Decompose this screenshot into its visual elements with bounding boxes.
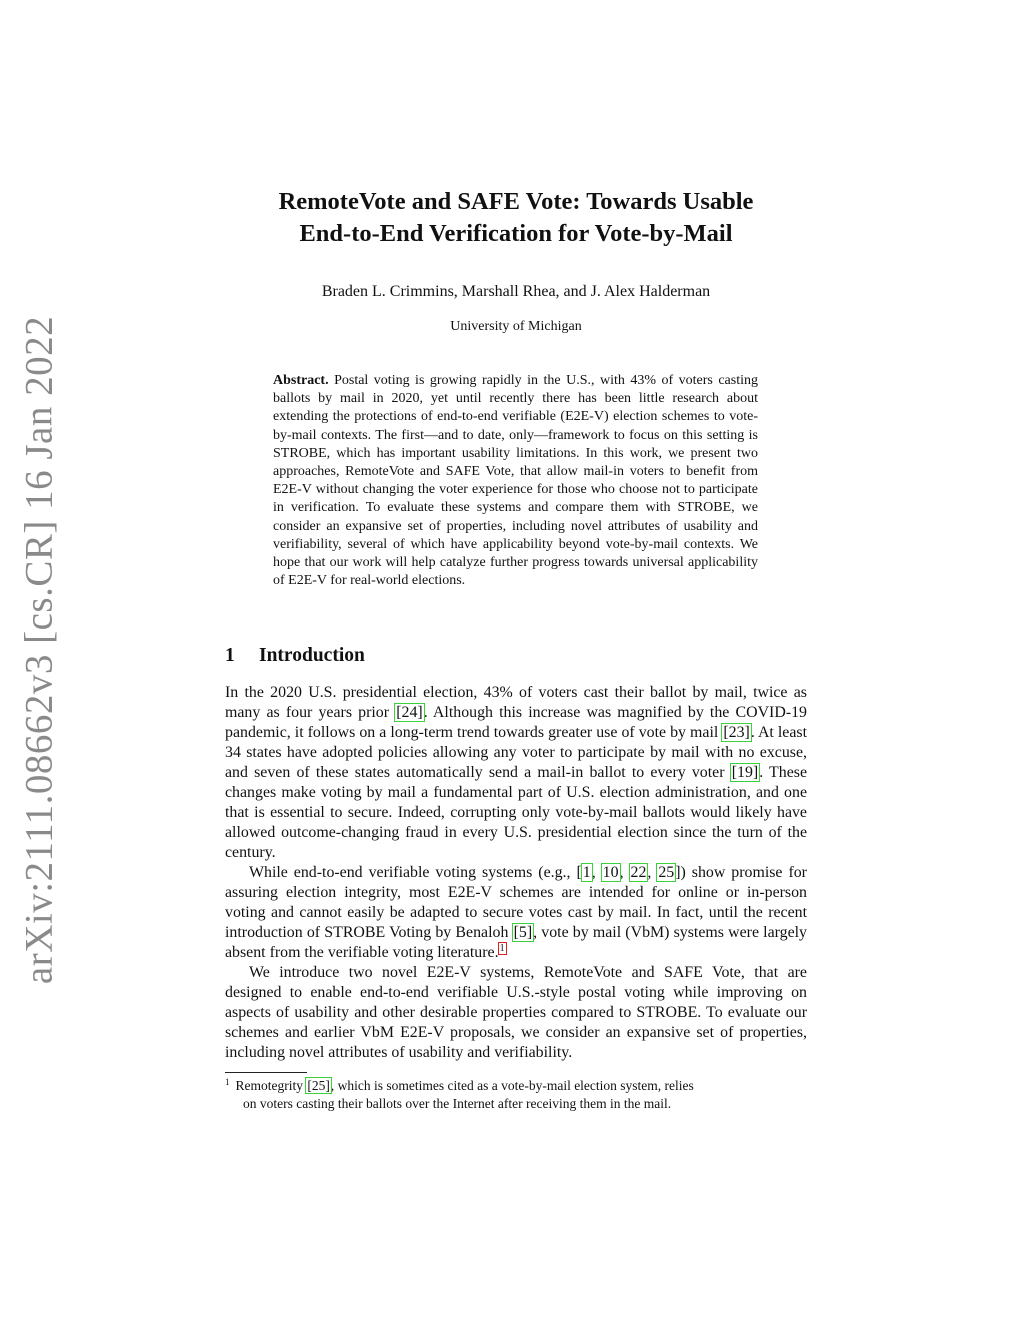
citation-link[interactable]: [19] <box>731 764 759 781</box>
paragraph-3: We introduce two novel E2E-V systems, RemoteVote and SAFE Vote, that are designed to enable end-to-end verifiable U.S.-style postal voting while improving on aspects of usability and other desirable properties compared to STROBE. To evaluate our schemes and earlier VbM E2E-V proposals, we consider an expansive set of properties, including novel attributes of usability and verifiability. <box>225 964 807 1061</box>
abstract <box>273 372 758 590</box>
paragraph-1 <box>225 683 807 863</box>
section-heading-introduction <box>225 645 365 667</box>
title-line-1: RemoteVote and SAFE Vote: Towards Usable <box>278 188 754 215</box>
citation-link[interactable]: [23] <box>723 724 750 741</box>
footnote-line-2: on voters casting their ballots over the Internet after receiving them in the mail. <box>243 1096 672 1111</box>
paragraph-2: While end-to-end verifiable voting systems (e.g., [1, 10, 22, 25]) show promise for assuring election integrity, most E2E-V schemes are intended for online or in-person voting and cannot easily be adapted to secure votes cast by mail. In fact, until the recent introduction of STROBE Voting by Benaloh [5], vote by mail (VbM) systems were largely absent from the verifiable voting literature.$^1$ <box>225 864 808 961</box>
citation-link[interactable]: 10 <box>602 864 619 881</box>
text-run: , which is sometimes cited as a vote-by-mail election system, relies <box>330 1078 694 1093</box>
citation-link[interactable]: [24] <box>396 704 423 721</box>
affiliation: University of Michigan <box>450 319 582 334</box>
text-run: Remotegrity <box>235 1078 307 1093</box>
author-list: Braden L. Crimmins, Marshall Rhea, and J. Alex Halderman <box>321 283 711 300</box>
text-run: . These changes make voting by mail a fundamental part of U.S. election administration, and one that is essential to secure. Indeed, corrupting only vote-by-mail ballots would likely have allowed outcome-changing fraud in every U.S. presidential election since the turn of the century. <box>225 764 807 861</box>
arxiv-sidebar <box>14 300 64 1000</box>
text-run: . Although this increase was magnified by the COVID-19 pandemic, it follows on a long-term trend towards greater use of vote by mail <box>225 704 807 741</box>
arxiv-identifier: arXiv:2111.08662v3 [cs.CR] 16 Jan 2022 <box>17 315 61 985</box>
citation-link[interactable]: 1 <box>582 864 591 881</box>
citation-link[interactable]: 22 <box>630 864 647 881</box>
text-run: , vote by mail (VbM) systems were largely absent from the verifiable voting literature. <box>225 924 808 961</box>
abstract-text: Postal voting is growing rapidly in the U.S., with 43% of voters casting ballots by mail in 2020, yet until recently there has been little research about extending the protections of end-to-end verifiable (E2E-V) election schemes to vote-by-mail contexts. The first—and to date, only—framework to focus on this setting is STROBE, which has important usability limitations. In this work, we present two approaches, RemoteVote and SAFE Vote, that allow mail-in voters to benefit from E2E-V without changing the voter experience for those who choose not to participate in verification. To evaluate these systems and compare them with STROBE, we consider an expansive set of properties, including novel attributes of usability and verifiability, several of which have applicability beyond vote-by-mail contexts. We hope that our work will help catalyze further progress towards universal applicability of E2E-V for real-world elections. <box>273 373 758 589</box>
text-run: While end-to-end verifiable voting systems (e.g., <box>249 864 577 881</box>
footnote-divider <box>225 1072 307 1073</box>
section-title: Introduction <box>259 645 365 666</box>
footnote-line-1 <box>225 1077 807 1095</box>
footnote-mark: 1 <box>225 1076 230 1087</box>
citation-link[interactable]: [25] <box>307 1078 330 1093</box>
footnote-1 <box>225 1077 807 1113</box>
section-number: 1 <box>225 645 235 666</box>
title-line-2: End-to-End Verification for Vote-by-Mail <box>299 220 733 247</box>
citation-link[interactable]: [5] <box>513 924 533 941</box>
section-body <box>225 683 807 1063</box>
footnote-link[interactable]: 1 <box>499 942 505 954</box>
text-run: In the 2020 U.S. presidential election, 43% of voters cast their ballot by mail, twice as many as four years prior <box>225 684 807 721</box>
paper-title <box>225 186 807 250</box>
text-run: . At least 34 states have adopted policies allowing any voter to participate by mail with no excuse, and seven of these states automatically send a mail-in ballot to every voter <box>225 724 807 781</box>
abstract-label: Abstract. <box>273 373 329 388</box>
text-run: ) show promise for assuring election integrity, most E2E-V schemes are intended for online or in-person voting and cannot easily be adapted to secure votes cast by mail. In fact, until the recent introduction of STROBE Voting by Benaloh <box>225 864 807 941</box>
citation-link[interactable]: 25 <box>658 864 675 881</box>
